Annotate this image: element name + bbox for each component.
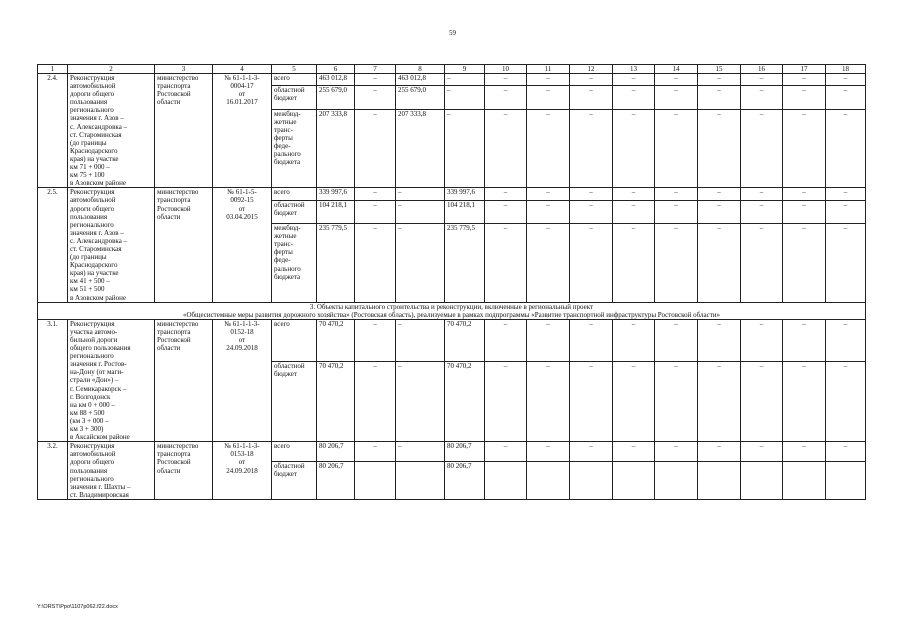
object-subrow — [38, 442, 866, 462]
amount-cell: – — [485, 319, 527, 361]
amount-cell: – — [826, 109, 866, 188]
object-name: Реконструкция автомобильной дороги общего пользования регионального значения г. Азов – с. Александровка – ст. Староминская (до границы Краснодарского края) на участке км 71 + 000 – км 75 + 100 в Азовском районе — [68, 74, 155, 188]
amount-cell: 80 206,7 — [445, 442, 485, 462]
column-number: 4 — [213, 65, 272, 74]
amount-cell: – — [741, 362, 783, 442]
amount-cell: – — [485, 224, 527, 303]
amount-cell: – — [655, 319, 698, 361]
amount-cell — [613, 462, 655, 500]
expertise-conclusion: № 61-1-1-3- 0153-18 от 24.09.2018 — [213, 442, 272, 500]
amount-cell: – — [826, 200, 866, 223]
amount-cell: 463 012,8 — [317, 74, 355, 86]
amount-cell: – — [741, 319, 783, 361]
amount-cell: – — [698, 442, 741, 462]
column-number: 5 — [272, 65, 317, 74]
amount-cell: – — [826, 188, 866, 200]
object-subrow — [38, 319, 866, 361]
funding-source: областной бюджет — [272, 462, 317, 500]
funding-source: всего — [272, 74, 317, 86]
amount-cell: 235 779,5 — [317, 224, 355, 303]
column-number: 6 — [317, 65, 355, 74]
column-number: 9 — [445, 65, 485, 74]
amount-cell: – — [485, 442, 527, 462]
amount-cell: – — [485, 188, 527, 200]
object-subrow — [38, 188, 866, 200]
funding-source: всего — [272, 319, 317, 361]
amount-cell: – — [527, 200, 570, 223]
amount-cell: – — [355, 200, 396, 223]
amount-cell: – — [698, 74, 741, 86]
column-numbers-row — [38, 65, 866, 74]
amount-cell: – — [527, 442, 570, 462]
amount-cell: – — [613, 224, 655, 303]
amount-cell: – — [527, 188, 570, 200]
amount-cell — [783, 462, 826, 500]
amount-cell: – — [613, 109, 655, 188]
amount-cell: 80 206,7 — [317, 462, 355, 500]
amount-cell: 80 206,7 — [317, 442, 355, 462]
amount-cell: – — [396, 200, 445, 223]
amount-cell: – — [741, 86, 783, 109]
column-number: 13 — [613, 65, 655, 74]
amount-cell: – — [485, 86, 527, 109]
amount-cell: 70 470,2 — [445, 319, 485, 361]
amount-cell — [527, 462, 570, 500]
funding-source: всего — [272, 188, 317, 200]
expertise-conclusion: № 61-1-5- 0092-15 от 03.04.2015 — [213, 188, 272, 302]
amount-cell: – — [445, 109, 485, 188]
amount-cell — [741, 462, 783, 500]
amount-cell: – — [698, 86, 741, 109]
amount-cell: 207 333,8 — [396, 109, 445, 188]
column-number: 7 — [355, 65, 396, 74]
amount-cell: – — [570, 200, 613, 223]
amount-cell: – — [698, 224, 741, 303]
object-number: 3.2. — [38, 442, 68, 500]
amount-cell: – — [355, 109, 396, 188]
amount-cell: – — [613, 200, 655, 223]
file-path-footer: Y:\ORST\Ppo\1107p062.f22.docx — [37, 604, 118, 610]
amount-cell — [570, 462, 613, 500]
funding-source: межбюд- жетные транс- ферты феде- рального бюджета — [272, 109, 317, 188]
amount-cell: 80 206,7 — [445, 462, 485, 500]
amount-cell: 235 779,5 — [445, 224, 485, 303]
amount-cell: – — [570, 109, 613, 188]
amount-cell: – — [698, 319, 741, 361]
object-number: 2.5. — [38, 188, 68, 302]
amount-cell: 255 679,0 — [396, 86, 445, 109]
object-subrow — [38, 74, 866, 86]
amount-cell: – — [570, 86, 613, 109]
amount-cell — [826, 462, 866, 500]
amount-cell — [485, 462, 527, 500]
amount-cell: – — [698, 109, 741, 188]
amount-cell: – — [613, 86, 655, 109]
column-number: 1 — [38, 65, 68, 74]
amount-cell: – — [396, 442, 445, 462]
amount-cell: – — [355, 362, 396, 442]
column-number: 14 — [655, 65, 698, 74]
amount-cell: – — [783, 188, 826, 200]
object-name: Реконструкция автомобильной дороги общего пользования регионального значения г. Азов – с. Александровка – ст. Староминская (до границы Краснодарского края) на участке км 41 + 500 – км 51 + 500 в Азовском районе — [68, 188, 155, 302]
amount-cell: – — [783, 86, 826, 109]
amount-cell: – — [613, 362, 655, 442]
amount-cell: – — [783, 442, 826, 462]
funding-source: областной бюджет — [272, 86, 317, 109]
amount-cell: – — [826, 86, 866, 109]
funding-source: межбюд- жетные транс- ферты феде- рального бюджета — [272, 224, 317, 303]
amount-cell: – — [613, 74, 655, 86]
funding-source: всего — [272, 442, 317, 462]
amount-cell: – — [655, 362, 698, 442]
expertise-conclusion: № 61-1-1-3- 0004-17 от 16.01.2017 — [213, 74, 272, 188]
column-number: 12 — [570, 65, 613, 74]
amount-cell: – — [570, 362, 613, 442]
amount-cell: – — [826, 224, 866, 303]
amount-cell: – — [783, 319, 826, 361]
amount-cell: 70 470,2 — [445, 362, 485, 442]
amount-cell: – — [698, 188, 741, 200]
amount-cell — [655, 462, 698, 500]
amount-cell: – — [570, 74, 613, 86]
amount-cell: 207 333,8 — [317, 109, 355, 188]
amount-cell: 104 218,1 — [445, 200, 485, 223]
amount-cell: 255 679,0 — [317, 86, 355, 109]
funding-source: областной бюджет — [272, 200, 317, 223]
column-number: 3 — [155, 65, 213, 74]
amount-cell: – — [396, 188, 445, 200]
amount-cell: 463 012,8 — [396, 74, 445, 86]
amount-cell: – — [355, 224, 396, 303]
amount-cell: – — [527, 109, 570, 188]
amount-cell: – — [527, 319, 570, 361]
object-customer: министерство транспорта Ростовской области — [155, 74, 213, 188]
amount-cell: – — [783, 200, 826, 223]
amount-cell: – — [355, 74, 396, 86]
amount-cell: – — [783, 362, 826, 442]
page-number: 59 — [449, 29, 456, 37]
amount-cell: – — [527, 362, 570, 442]
amount-cell: – — [655, 188, 698, 200]
amount-cell: – — [445, 86, 485, 109]
amount-cell: – — [527, 74, 570, 86]
column-number: 17 — [783, 65, 826, 74]
amount-cell: – — [741, 200, 783, 223]
amount-cell: – — [613, 319, 655, 361]
amount-cell: – — [783, 109, 826, 188]
section-title: 3. Объекты капитального строительства и реконструкции, включенные в региональный проект «Общесистемные меры развития дорожного хозяйства» (Ростовская область), реализуемые в рамках подпрограммы «Развитие транспортной инфраструктуры Ростовской области» — [38, 302, 866, 319]
amount-cell: – — [445, 74, 485, 86]
object-name: Реконструкция автомобильной дороги общего пользования регионального значения г. Шахты – ст. Владимировская — [68, 442, 155, 500]
amount-cell: – — [527, 86, 570, 109]
object-customer: министерство транспорта Ростовской области — [155, 319, 213, 441]
amount-cell: – — [485, 74, 527, 86]
amount-cell: – — [698, 200, 741, 223]
amount-cell: 70 470,2 — [317, 319, 355, 361]
financing-table — [37, 64, 866, 500]
amount-cell: – — [485, 200, 527, 223]
amount-cell: – — [570, 188, 613, 200]
amount-cell: – — [355, 188, 396, 200]
amount-cell: – — [826, 319, 866, 361]
amount-cell: – — [741, 188, 783, 200]
amount-cell: – — [741, 224, 783, 303]
column-number: 18 — [826, 65, 866, 74]
amount-cell: – — [485, 109, 527, 188]
column-number: 11 — [527, 65, 570, 74]
amount-cell: – — [655, 74, 698, 86]
amount-cell: – — [741, 74, 783, 86]
amount-cell: – — [741, 109, 783, 188]
amount-cell: – — [655, 109, 698, 188]
column-number: 2 — [68, 65, 155, 74]
amount-cell: – — [396, 319, 445, 361]
amount-cell: – — [355, 319, 396, 361]
amount-cell: – — [527, 224, 570, 303]
section-row — [38, 302, 866, 319]
object-number: 2.4. — [38, 74, 68, 188]
funding-source: областной бюджет — [272, 362, 317, 442]
amount-cell — [698, 462, 741, 500]
amount-cell: – — [396, 362, 445, 442]
object-customer: министерство транспорта Ростовской области — [155, 188, 213, 302]
amount-cell: – — [655, 442, 698, 462]
object-number: 3.1. — [38, 319, 68, 441]
object-customer: министерство транспорта Ростовской области — [155, 442, 213, 500]
amount-cell: – — [485, 362, 527, 442]
amount-cell: – — [570, 319, 613, 361]
amount-cell: – — [826, 74, 866, 86]
amount-cell: – — [355, 442, 396, 462]
amount-cell: – — [698, 362, 741, 442]
column-number: 10 — [485, 65, 527, 74]
amount-cell: – — [783, 224, 826, 303]
amount-cell: – — [741, 442, 783, 462]
amount-cell: – — [570, 224, 613, 303]
amount-cell: 104 218,1 — [317, 200, 355, 223]
column-number: 15 — [698, 65, 741, 74]
amount-cell — [396, 462, 445, 500]
amount-cell — [355, 462, 396, 500]
amount-cell: 339 997,6 — [445, 188, 485, 200]
amount-cell: 339 997,6 — [317, 188, 355, 200]
amount-cell: – — [826, 362, 866, 442]
column-number: 16 — [741, 65, 783, 74]
amount-cell: – — [783, 74, 826, 86]
amount-cell: – — [613, 442, 655, 462]
amount-cell: – — [613, 188, 655, 200]
amount-cell: – — [396, 224, 445, 303]
column-number: 8 — [396, 65, 445, 74]
amount-cell: – — [355, 86, 396, 109]
amount-cell: – — [655, 86, 698, 109]
object-name: Реконструкция участка автомо- бильной дороги общего пользования регионального значения г. Ростов- на-Дону (от маги- страли «Дон») – г. Семикаракорск – г. Волгодонск на км 0 + 000 – км 88 + 500 (км 3 + 000 – км 3 + 300) в Аксайском районе — [68, 319, 155, 441]
amount-cell: – — [655, 224, 698, 303]
amount-cell: – — [826, 442, 866, 462]
amount-cell: 70 470,2 — [317, 362, 355, 442]
amount-cell: – — [655, 200, 698, 223]
amount-cell: – — [570, 442, 613, 462]
expertise-conclusion: № 61-1-1-3- 0152-18 от 24.09.2018 — [213, 319, 272, 441]
